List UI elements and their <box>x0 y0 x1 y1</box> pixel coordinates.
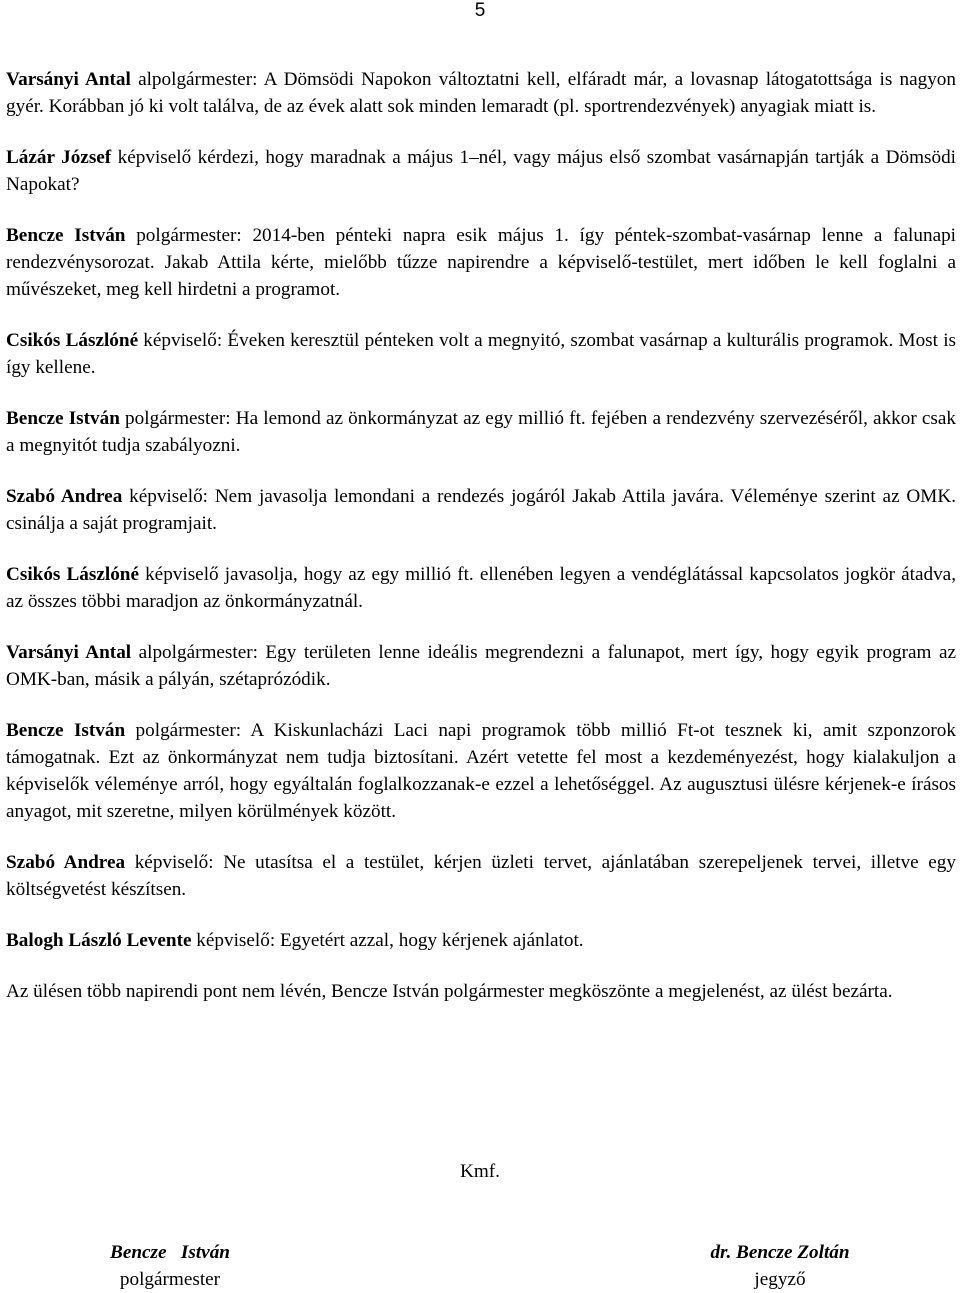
signature-title: polgármester <box>119 1269 221 1290</box>
signature-block-notary <box>670 1239 890 1293</box>
speaker-name: Lázár József <box>6 147 112 168</box>
paragraph-text: képviselő kérdezi, hogy maradnak a május 1–nél, vagy május első szombat vasárnapján tartják a Dömsödi Napokat? <box>6 147 956 195</box>
paragraph-text: alpolgármester: Egy területen lenne ideális megrendezni a falunapot, mert így, hogy egyik program az OMK-ban, másik a pályán, szétaprózódik. <box>6 642 956 690</box>
paragraph-text: alpolgármester: A Dömsödi Napokon változtatni kell, elfáradt már, a lovasnap látogatottsága is nagyon gyér. Korábban jó ki volt találva, de az évek alatt sok minden lemaradt (pl. sportrendezvények) anyagiak miatt is. <box>6 69 956 117</box>
paragraph-szabo-1 <box>6 483 956 537</box>
paragraph-csikos-2 <box>6 561 956 615</box>
speaker-name: Csikós Lászlóné <box>6 330 139 351</box>
paragraph-bencze-1 <box>6 222 956 303</box>
paragraph-balogh-1 <box>6 927 956 954</box>
paragraph-lazar-1 <box>6 144 956 198</box>
paragraph-text: képviselő: Egyetért azzal, hogy kérjenek ajánlatot. <box>191 930 584 951</box>
speaker-name: Csikós Lászlóné <box>6 564 139 585</box>
page-number: 5 <box>474 0 486 21</box>
paragraph-text: képviselő: Nem javasolja lemondani a rendezés jogáról Jakab Attila javára. Véleménye szerint az OMK. csinálja a saját programjait. <box>6 486 956 534</box>
minutes-body <box>6 66 956 1029</box>
paragraph-text: Az ülésen több napirendi pont nem lévén, Bencze István polgármester megköszönte a megjelenést, az ülést bezárta. <box>6 981 893 1002</box>
paragraph-text: képviselő: Éveken keresztül pénteken volt a megnyitó, szombat vasárnap a kulturális programok. Most is így kellene. <box>6 330 956 378</box>
speaker-name: Balogh László Levente <box>6 930 192 951</box>
paragraph-text: polgármester: 2014-ben pénteki napra esik május 1. így péntek-szombat-vasárnap lenne a falunapi rendezvénysorozat. Jakab Attila kérte, mielőbb tűzze napirendre a képviselő-testület, mert időben le kell foglalni a művészeket, meg kell hirdetni a programot. <box>6 225 957 300</box>
signature-name: Bencze István <box>110 1242 230 1263</box>
paragraph-csikos-1 <box>6 327 956 381</box>
paragraph-varsanyi-2 <box>6 639 956 693</box>
paragraph-bencze-3 <box>6 717 956 825</box>
speaker-name: Szabó Andrea <box>6 486 123 507</box>
paragraph-bencze-2 <box>6 405 956 459</box>
speaker-name: Bencze István <box>6 225 126 246</box>
signature-name: dr. Bencze Zoltán <box>710 1242 850 1263</box>
paragraph-closing-statement <box>6 978 956 1005</box>
paragraph-varsanyi-1 <box>6 66 956 120</box>
paragraph-text: képviselő javasolja, hogy az egy millió ft. ellenében legyen a vendéglátással kapcsolatos jogkör átadva, az összes többi maradjon az önkormányzatnál. <box>6 564 956 612</box>
speaker-name: Varsányi Antal <box>6 642 132 663</box>
paragraph-szabo-2 <box>6 849 956 903</box>
signature-block-mayor <box>90 1239 250 1293</box>
kmf-label: Kmf. <box>460 1161 500 1182</box>
speaker-name: Szabó Andrea <box>6 852 126 873</box>
speaker-name: Bencze István <box>6 408 120 429</box>
speaker-name: Bencze István <box>6 720 126 741</box>
paragraph-text: képviselő: Ne utasítsa el a testület, kérjen üzleti tervet, ajánlatában szerepeljenek tervei, illetve egy költségvetést készítsen. <box>6 852 956 900</box>
speaker-name: Varsányi Antal <box>6 69 131 90</box>
paragraph-text: polgármester: Ha lemond az önkormányzat az egy millió ft. fejében a rendezvény szervezéséről, akkor csak a megnyitót tudja szabályozni. <box>6 408 957 456</box>
paragraph-text: polgármester: A Kiskunlacházi Laci napi programok több millió Ft-ot tesznek ki, amit szponzorok támogatnak. Ezt az önkormányzat nem tudja biztosítani. Azért vetette fel most a kezdeményezést, hogy kialakuljon a képviselők véleménye arról, hogy egyáltalán foglalkozzanak-e ezzel a lehetőséggel. Az augusztusi ülésre kérjenek-e írásos anyagot, mit szeretne, milyen körülmények között. <box>6 720 956 822</box>
signature-title: jegyző <box>754 1269 806 1290</box>
